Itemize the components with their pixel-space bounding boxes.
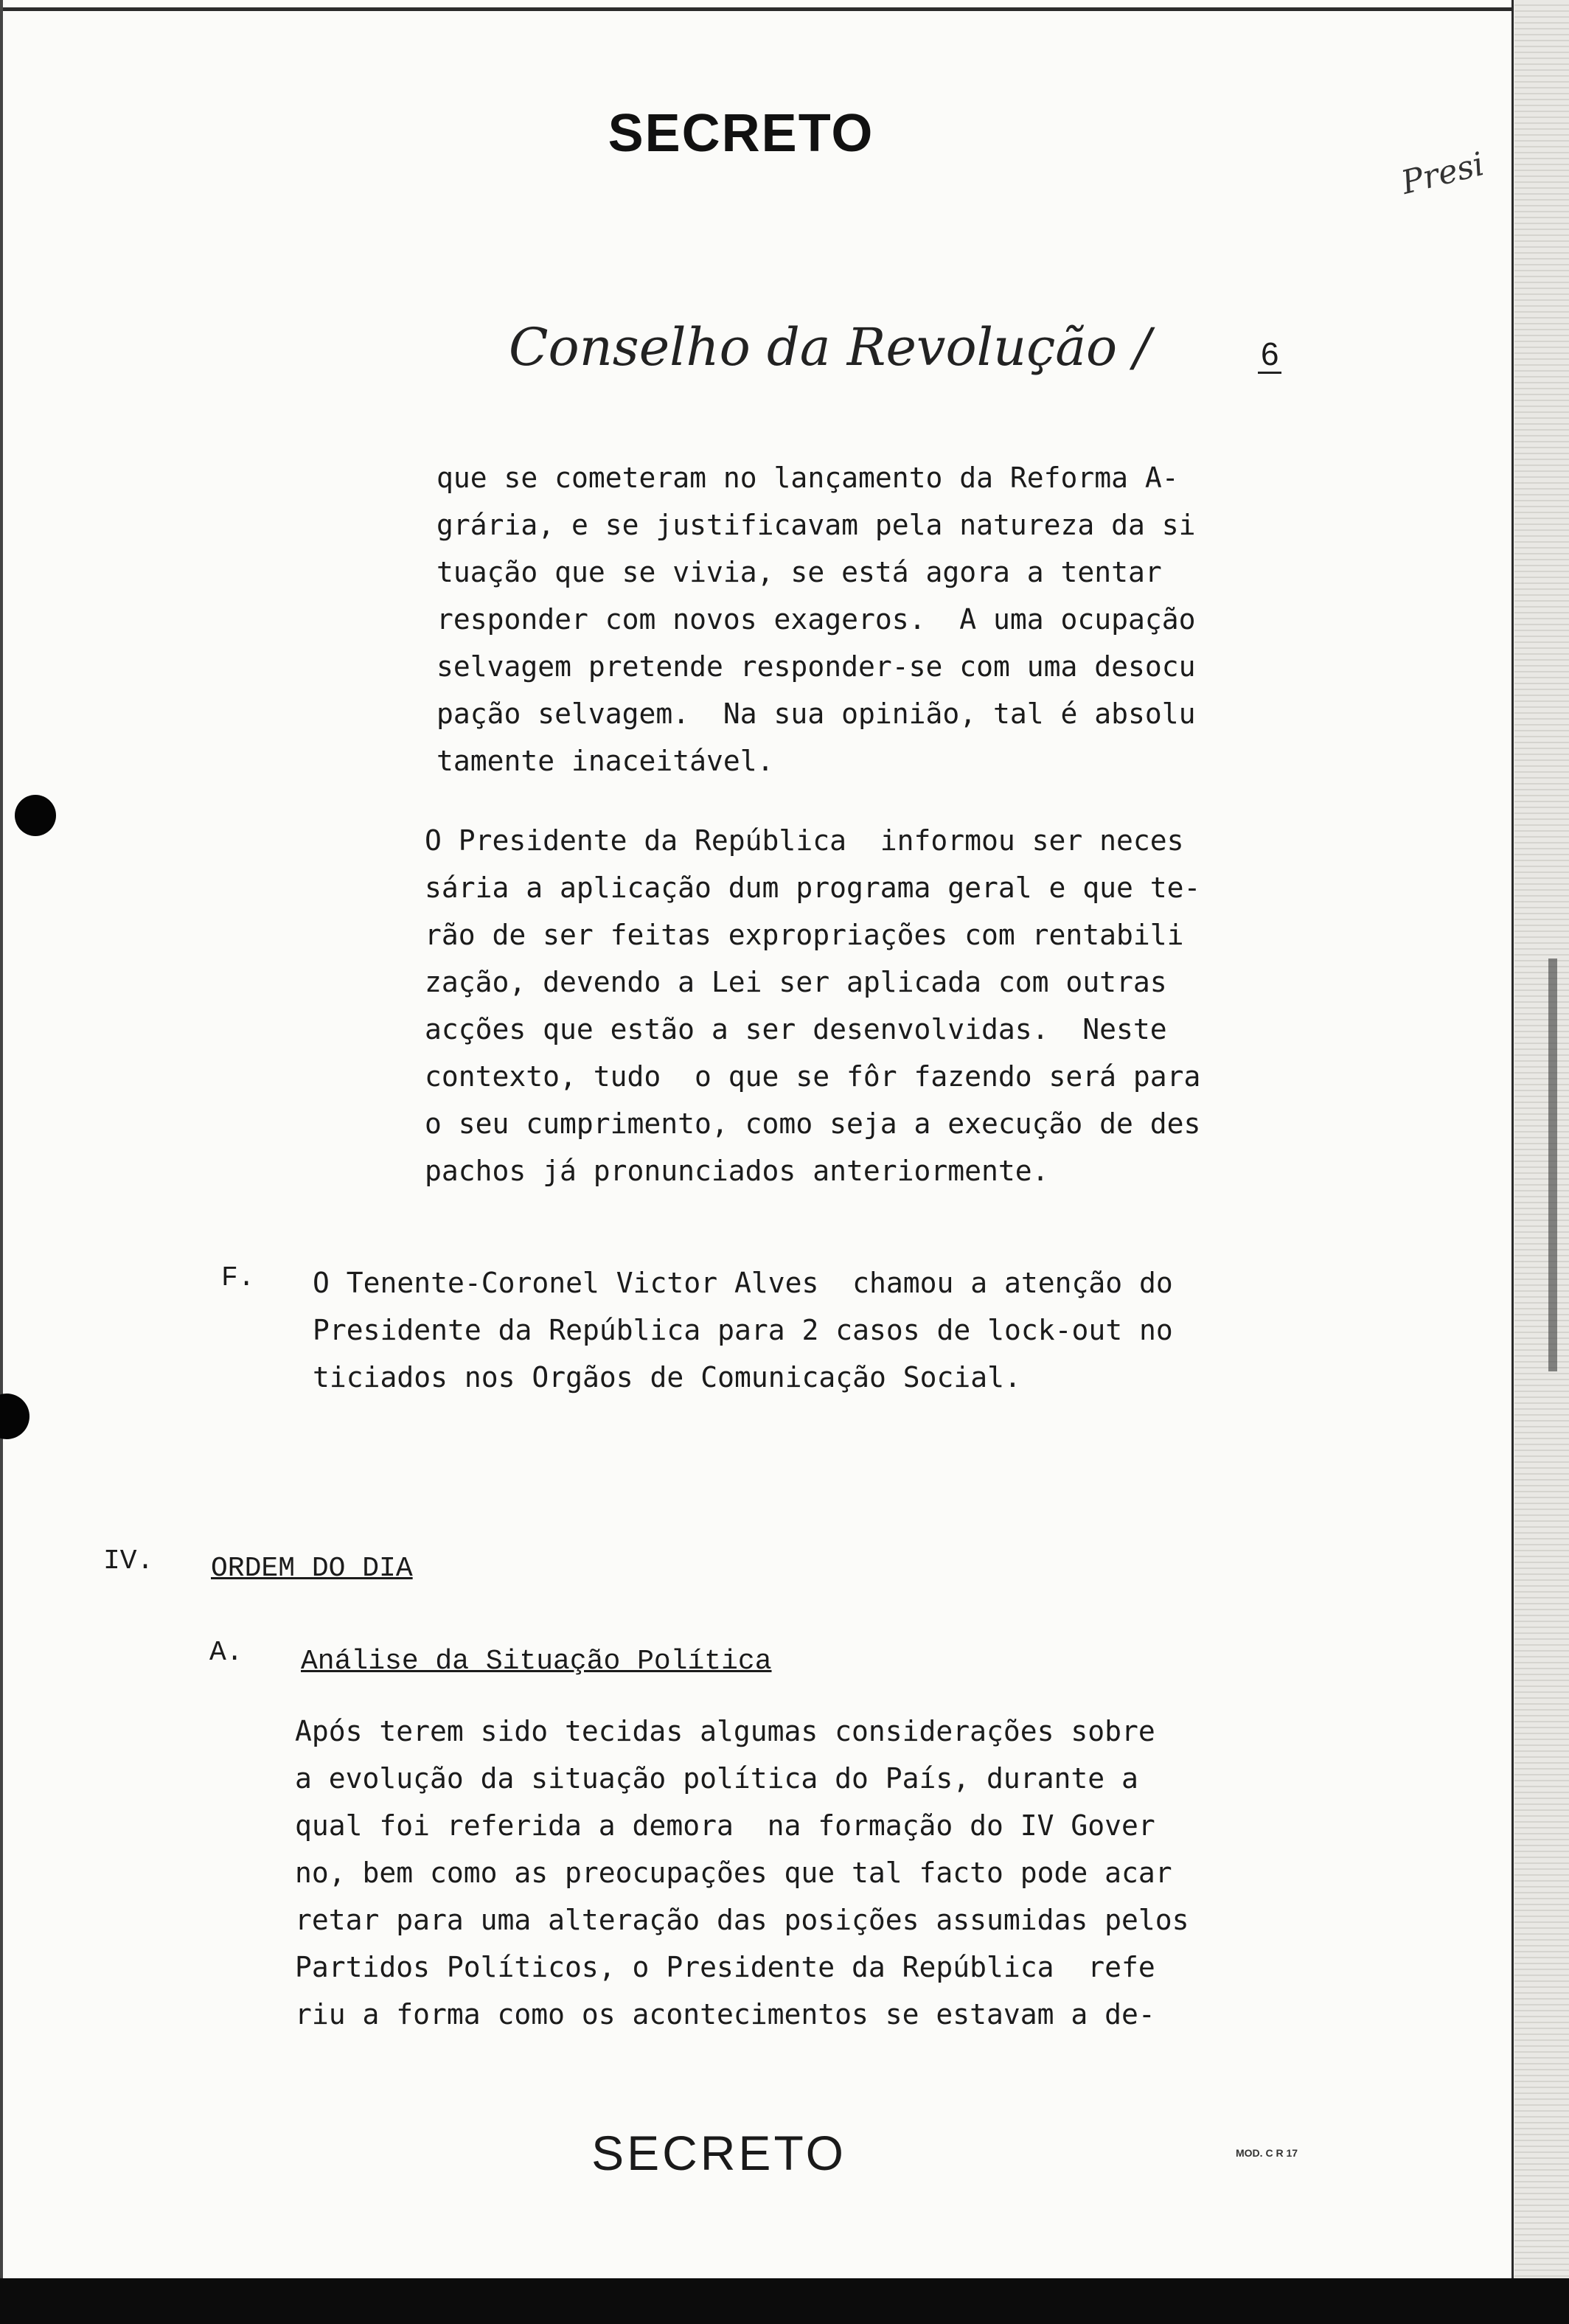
top-edge-line — [0, 7, 1511, 11]
item-a-label: A. — [209, 1637, 243, 1669]
item-f-label: F. — [221, 1262, 255, 1294]
scanned-margin-strip — [1514, 0, 1569, 2324]
item-a-title: Análise da Situação Política — [301, 1646, 772, 1677]
council-letterhead: Conselho da Revolução / — [509, 317, 1152, 378]
section-iv-label: IV. — [103, 1545, 154, 1577]
paragraph-political-analysis: Após terem sido tecidas algumas considerações sobre a evolução da situação política do País, durante a qual foi referida a demora na formação do IV Gover no, bem como as preocupações que tal facto pode acar retar para uma alteração das posições assumidas pelos Partidos Políticos, o Presidente da República refe riu a forma como os acontecimentos se estavam a de- — [295, 1715, 1189, 2031]
footer-classification-stamp: SECRETO — [591, 2126, 846, 2180]
punch-hole-icon — [15, 795, 56, 836]
section-iv-title: ORDEM DO DIA — [211, 1553, 413, 1584]
page-number: 6 — [1258, 338, 1281, 374]
left-edge-line — [0, 0, 3, 2324]
handwritten-margin-note: Presi — [1397, 145, 1488, 202]
form-code: MOD. C R 17 — [1236, 2147, 1298, 2159]
item-f-text: O Tenente-Coronel Victor Alves chamou a atenção do Presidente da República para 2 casos de lock-out no ticiados nos Orgãos de Comunicação Social. — [313, 1267, 1173, 1394]
header-classification: SECRETO — [608, 104, 874, 163]
paragraph-continuation: que se cometeram no lançamento da Reforma A- grária, e se justificavam pela natureza da si tuação que se vivia, se está agora a tentar responder com novos exageros. A uma ocupação selvagem pretende responder-se com uma desocu pação selvagem. Na sua opinião, tal é absolu tamente inaceitável. — [436, 462, 1196, 777]
paragraph-president: O Presidente da República informou ser neces sária a aplicação dum programa geral e que te- rão de ser feitas expropriações com rentabili zação, devendo a Lei ser aplicada com outras acções que estão a ser desenvolvidas. Neste contexto, tudo o que se fôr fazendo será para o seu cumprimento, como seja a execução de des pachos já pronunciados anteriormente. — [425, 824, 1201, 1187]
scanned-margin-shadow — [1548, 959, 1557, 1371]
scan-bottom-band — [0, 2278, 1569, 2324]
